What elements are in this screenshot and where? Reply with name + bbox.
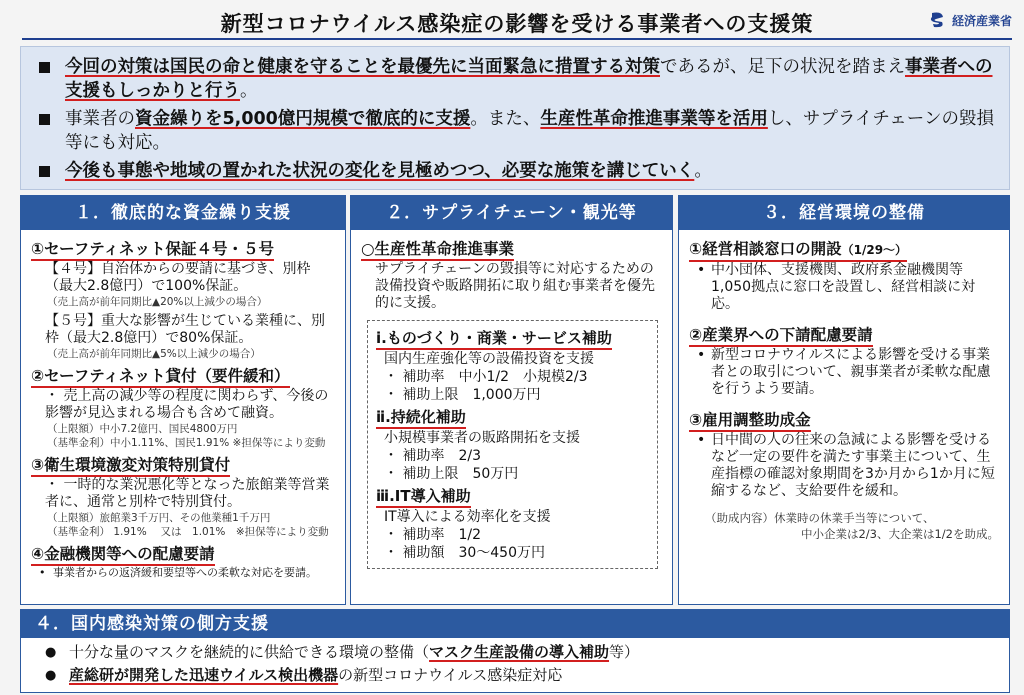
subsidy-limit: ・ 補助上限 50万円 — [384, 466, 519, 482]
funding-support-column — [20, 195, 346, 605]
body-text: ・ 一時的な業況悪化等となった旅館業等営業者に、通常と別枠で特別貸付。 — [45, 477, 330, 510]
subsidy-box — [367, 320, 658, 569]
subsidy-rate: ・ 補助率 1/2 — [384, 527, 481, 543]
header — [22, 4, 1012, 40]
supply-chain-column — [350, 195, 673, 605]
intro-bullet-2: 事業者の資金繰りを5,000億円規模で徹底的に支援。また、生産性革命推進事業等を活用し、サプライチェーンの毀損等にも対応。 — [35, 107, 997, 155]
section-title: ①セーフティネット保証４号・５号 — [31, 239, 274, 261]
circle-bullet-icon: ● — [45, 645, 57, 660]
note-text: （基準金利）中小1.11%、国民1.91% ※担保等により変動 — [47, 437, 326, 449]
note-text: 中小企業は2/3、大企業は1/2を助成。 — [800, 527, 999, 541]
subsidy-rate: ・ 補助率 中小1/2 小規模2/3 — [384, 369, 588, 385]
intro-bullet-3: 今後も事態や地域の置かれた状況の変化を見極めつつ、必要な施策を講じていく。 — [35, 159, 997, 183]
bullet-item: • 事業者からの返済緩和要望等への柔軟な対応を要請。 — [39, 566, 317, 579]
infection-control-section — [20, 609, 1010, 693]
section-title: ②産業界への下請配慮要請 — [689, 325, 873, 347]
square-bullet-icon — [39, 114, 50, 125]
bullet-dot-icon: • — [697, 347, 706, 363]
subsidy-desc: 国内生産強化等の設備投資を支援 — [384, 351, 594, 367]
bullet-item: ● 十分な量のマスクを継続的に供給できる環境の整備（マスク生産設備の導入補助等） — [39, 641, 1009, 664]
note-text: （売上高が前年同期比▲5%以上減少の場合） — [47, 348, 261, 360]
subsidy-rate: ・ 補助率 2/3 — [384, 448, 481, 464]
intro-box — [20, 46, 1010, 190]
bullet-dot-icon: • — [697, 432, 706, 448]
note-text: （売上高が前年同期比▲20%以上減少の場合） — [47, 296, 268, 308]
subsidy-title: ⅲ.IT導入補助 — [376, 486, 471, 508]
section-title: ①経営相談窓口の開設（1/29～） — [689, 239, 907, 262]
subsidy-desc: IT導入による効率化を支援 — [384, 509, 551, 525]
intro-bullet-1: 今回の対策は国民の命と健康を守ることを最優先に当面緊急に措置する対策であるが、足下の状況を踏まえ事業者への支援もしっかりと行う。 — [35, 55, 997, 103]
section-heading: ４．国内感染対策の側方支援 — [21, 610, 1009, 638]
section-title: ②セーフティネット貸付（要件緩和） — [31, 366, 290, 388]
note-text: （基準金利） 1.91% 又は 1.01% ※担保等により変動 — [47, 526, 329, 538]
subsidy-title: ⅱ.持続化補助 — [376, 407, 466, 429]
section-title: ③衛生環境激変対策特別貸付 — [31, 455, 230, 477]
column-heading: ２．サプライチェーン・観光等 — [351, 196, 672, 230]
body-text: 【５号】重大な影響が生じている業種に、別枠（最大2.8億円）で80%保証。 — [45, 313, 325, 346]
logo-text: 経済産業省 — [951, 13, 1012, 28]
note-text: （助成内容）休業時の休業手当等について、 — [705, 511, 935, 525]
section-title: ○生産性革命推進事業 — [361, 239, 514, 261]
square-bullet-icon — [39, 166, 50, 177]
column-heading: ３．経営環境の整備 — [679, 196, 1009, 230]
body-text: 【４号】自治体からの要請に基づき、別枠（最大2.8億円）で100%保証。 — [45, 261, 311, 294]
bullet-item: • 新型コロナウイルスによる影響を受ける事業者との取引について、親事業者が柔軟な配慮を行うよう要請。 — [697, 347, 991, 397]
meti-logo-icon — [928, 10, 948, 30]
ministry-logo — [928, 10, 1012, 30]
subsidy-limit: ・ 補助上限 1,000万円 — [384, 387, 541, 403]
section-title: ④金融機関等への配慮要請 — [31, 544, 215, 566]
bullet-item: • 中小団体、支援機関、政府系金融機関等1,050拠点に窓口を設置し、経営相談に対応。 — [697, 262, 976, 312]
business-environment-column — [678, 195, 1010, 605]
circle-bullet-icon: ● — [45, 668, 57, 683]
bullet-dot-icon: • — [39, 566, 46, 579]
bullet-item: ● 産総研が開発した迅速ウイルス検出機器の新型コロナウイルス感染症対応 — [39, 664, 1009, 687]
body-text: ・ 売上高の減少等の程度に関わらず、今後の影響が見込まれる場合も含めて融資。 — [45, 388, 329, 421]
note-text: （上限額）中小7.2億円、国民4800万円 — [47, 423, 238, 435]
subsidy-title: ⅰ.ものづくり・商業・サービス補助 — [376, 328, 612, 350]
column-heading: １．徹底的な資金繰り支援 — [21, 196, 345, 230]
bullet-dot-icon: • — [697, 262, 706, 278]
body-text: サプライチェーンの毀損等に対応するための設備投資や販路開拓に取り組む事業者を優先的に支援。 — [375, 261, 655, 311]
section-title: ③雇用調整助成金 — [689, 410, 811, 432]
subsidy-limit: ・ 補助額 30～450万円 — [384, 545, 545, 561]
page-title: 新型コロナウイルス感染症の影響を受ける事業者への支援策 — [220, 12, 814, 36]
square-bullet-icon — [39, 62, 50, 73]
note-text: （上限額）旅館業3千万円、その他業種1千万円 — [47, 512, 271, 524]
bullet-item: • 日中間の人の往来の急減による影響を受けるなど一定の要件を満たす事業主について、生産指標の確認対象期間を3か月から1か月に短縮するなど、支給要件を緩和。 — [697, 432, 995, 499]
subsidy-desc: 小規模事業者の販路開拓を支援 — [384, 430, 580, 446]
